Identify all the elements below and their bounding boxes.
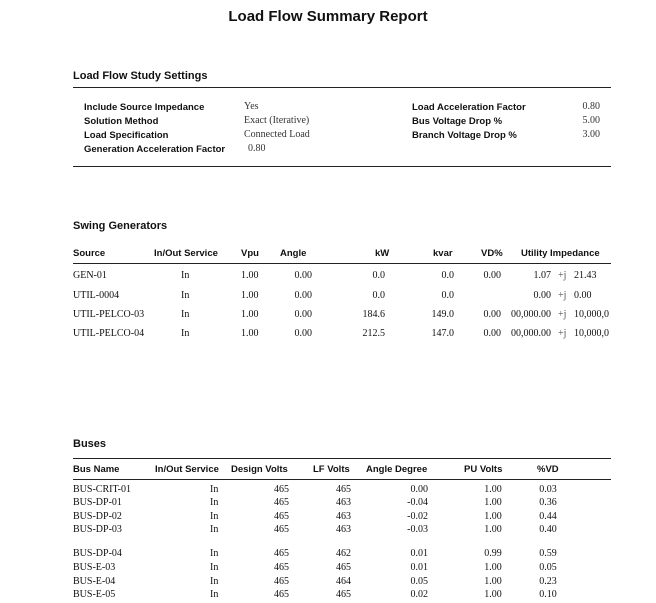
bus-name: BUS-DP-03 bbox=[73, 524, 122, 535]
bus-design-volts: 465 bbox=[274, 484, 289, 495]
swing-service: In bbox=[181, 290, 190, 301]
bus-angle-degree: -0.02 bbox=[407, 511, 428, 522]
bus-lf-volts: 465 bbox=[336, 562, 351, 573]
bus-service: In bbox=[210, 497, 219, 508]
bus-percent-vd: 0.40 bbox=[539, 524, 557, 535]
col-header-design-volts: Design Volts bbox=[231, 464, 288, 475]
swing-vd: 0.00 bbox=[483, 309, 501, 320]
buses-top-divider bbox=[73, 458, 611, 459]
bus-percent-vd: 0.10 bbox=[539, 589, 557, 600]
bus-lf-volts: 465 bbox=[336, 589, 351, 600]
bus-angle-degree: 0.02 bbox=[410, 589, 428, 600]
bus-pu-volts: 0.99 bbox=[484, 548, 502, 559]
bus-angle-degree: 0.00 bbox=[410, 484, 428, 495]
bus-percent-vd: 0.05 bbox=[539, 562, 557, 573]
bus-percent-vd: 0.36 bbox=[539, 497, 557, 508]
setting-value: 0.80 bbox=[582, 101, 600, 112]
swing-kvar: 0.0 bbox=[441, 290, 454, 301]
bus-design-volts: 465 bbox=[274, 589, 289, 600]
swing-source: UTIL-PELCO-04 bbox=[73, 328, 145, 339]
col-header-kw: kW bbox=[375, 248, 390, 259]
setting-label: Load Specification bbox=[84, 130, 169, 141]
swing-kw: 0.0 bbox=[372, 290, 385, 301]
col-header-vd: VD% bbox=[481, 248, 503, 259]
setting-value: 0.80 bbox=[248, 143, 266, 154]
swing-kvar: 147.0 bbox=[431, 328, 454, 339]
bus-lf-volts: 462 bbox=[336, 548, 351, 559]
setting-label: Solution Method bbox=[84, 116, 159, 127]
bus-name: BUS-DP-04 bbox=[73, 548, 122, 559]
swing-service: In bbox=[181, 328, 190, 339]
setting-label: Load Acceleration Factor bbox=[412, 102, 526, 113]
swing-impedance-r: 0.00 bbox=[533, 290, 551, 301]
setting-value: Yes bbox=[244, 101, 259, 112]
buses-heading: Buses bbox=[73, 438, 107, 450]
bus-angle-degree: -0.04 bbox=[407, 497, 428, 508]
bus-pu-volts: 1.00 bbox=[484, 511, 502, 522]
bus-lf-volts: 463 bbox=[336, 511, 351, 522]
col-header-bus-name: Bus Name bbox=[73, 464, 120, 475]
col-header-service: In/Out Service bbox=[155, 464, 219, 475]
swing-kw: 212.5 bbox=[362, 328, 385, 339]
setting-value: 3.00 bbox=[582, 129, 600, 140]
bus-lf-volts: 464 bbox=[336, 576, 351, 587]
bus-name: BUS-E-05 bbox=[73, 589, 116, 600]
swing-impedance-j: +j bbox=[558, 290, 567, 301]
bus-service: In bbox=[210, 548, 219, 559]
settings-bottom-divider bbox=[73, 166, 611, 167]
swing-source: UTIL-0004 bbox=[73, 290, 120, 301]
bus-service: In bbox=[210, 576, 219, 587]
col-header-kvar: kvar bbox=[433, 248, 453, 259]
bus-pu-volts: 1.00 bbox=[484, 497, 502, 508]
settings-heading: Load Flow Study Settings bbox=[73, 70, 208, 82]
swing-impedance-x: 10,000,0 bbox=[574, 328, 609, 339]
bus-design-volts: 465 bbox=[274, 524, 289, 535]
bus-percent-vd: 0.03 bbox=[539, 484, 557, 495]
col-header-pu-volts: PU Volts bbox=[464, 464, 503, 475]
col-header-lf-volts: LF Volts bbox=[313, 464, 350, 475]
bus-name: BUS-CRIT-01 bbox=[73, 484, 131, 495]
swing-impedance-j: +j bbox=[558, 309, 567, 320]
setting-value: 5.00 bbox=[582, 115, 600, 126]
col-header-vpu: Vpu bbox=[241, 248, 259, 259]
swing-angle: 0.00 bbox=[294, 290, 312, 301]
swing-kvar: 149.0 bbox=[431, 309, 454, 320]
bus-design-volts: 465 bbox=[274, 576, 289, 587]
bus-lf-volts: 463 bbox=[336, 524, 351, 535]
bus-percent-vd: 0.44 bbox=[539, 511, 557, 522]
bus-angle-degree: -0.03 bbox=[407, 524, 428, 535]
swing-impedance-r: 1.07 bbox=[533, 270, 551, 281]
col-header-utility-impedance: Utility Impedance bbox=[521, 248, 600, 259]
setting-value: Exact (Iterative) bbox=[244, 115, 310, 126]
swing-vd: 0.00 bbox=[483, 328, 501, 339]
swing-impedance-r: 00,000.00 bbox=[511, 309, 551, 320]
col-header-source: Source bbox=[73, 248, 106, 259]
bus-design-volts: 465 bbox=[274, 562, 289, 573]
bus-pu-volts: 1.00 bbox=[484, 589, 502, 600]
swing-impedance-x: 0.00 bbox=[574, 290, 592, 301]
bus-design-volts: 465 bbox=[274, 548, 289, 559]
swing-header-divider bbox=[73, 263, 611, 264]
bus-design-volts: 465 bbox=[274, 497, 289, 508]
bus-pu-volts: 1.00 bbox=[484, 484, 502, 495]
col-header-angle: Angle bbox=[280, 248, 307, 259]
setting-label: Include Source Impedance bbox=[84, 102, 205, 113]
bus-service: In bbox=[210, 484, 219, 495]
swing-service: In bbox=[181, 309, 190, 320]
col-header-angle-degree: Angle Degree bbox=[366, 464, 428, 475]
col-header-percent-vd: %VD bbox=[537, 464, 559, 475]
swing-impedance-r: 00,000.00 bbox=[511, 328, 551, 339]
swing-source: UTIL-PELCO-03 bbox=[73, 309, 145, 320]
bus-name: BUS-E-03 bbox=[73, 562, 116, 573]
settings-divider bbox=[73, 87, 611, 88]
col-header-service: In/Out Service bbox=[154, 248, 218, 259]
bus-angle-degree: 0.05 bbox=[410, 576, 428, 587]
bus-pu-volts: 1.00 bbox=[484, 562, 502, 573]
bus-service: In bbox=[210, 562, 219, 573]
bus-service: In bbox=[210, 524, 219, 535]
setting-value: Connected Load bbox=[244, 129, 310, 140]
bus-percent-vd: 0.23 bbox=[539, 576, 557, 587]
bus-angle-degree: 0.01 bbox=[410, 562, 428, 573]
setting-label: Branch Voltage Drop % bbox=[412, 130, 517, 141]
bus-service: In bbox=[210, 589, 219, 600]
swing-vpu: 1.00 bbox=[241, 270, 259, 281]
swing-vpu: 1.00 bbox=[241, 290, 259, 301]
swing-angle: 0.00 bbox=[294, 309, 312, 320]
bus-name: BUS-DP-02 bbox=[73, 511, 122, 522]
setting-label: Generation Acceleration Factor bbox=[84, 144, 226, 155]
swing-kw: 0.0 bbox=[372, 270, 385, 281]
swing-vpu: 1.00 bbox=[241, 328, 259, 339]
swing-kw: 184.6 bbox=[362, 309, 385, 320]
swing-impedance-x: 21.43 bbox=[574, 270, 597, 281]
bus-angle-degree: 0.01 bbox=[410, 548, 428, 559]
swing-vd: 0.00 bbox=[483, 270, 501, 281]
report-title: Load Flow Summary Report bbox=[228, 8, 428, 25]
bus-name: BUS-DP-01 bbox=[73, 497, 122, 508]
bus-pu-volts: 1.00 bbox=[484, 576, 502, 587]
swing-impedance-j: +j bbox=[558, 328, 567, 339]
swing-angle: 0.00 bbox=[294, 328, 312, 339]
bus-lf-volts: 463 bbox=[336, 497, 351, 508]
swing-angle: 0.00 bbox=[294, 270, 312, 281]
buses-header-divider bbox=[73, 479, 611, 480]
swing-kvar: 0.0 bbox=[441, 270, 454, 281]
swing-vpu: 1.00 bbox=[241, 309, 259, 320]
swing-impedance-x: 10,000,0 bbox=[574, 309, 609, 320]
swing-service: In bbox=[181, 270, 190, 281]
swing-heading: Swing Generators bbox=[73, 220, 168, 232]
bus-design-volts: 465 bbox=[274, 511, 289, 522]
bus-name: BUS-E-04 bbox=[73, 576, 116, 587]
setting-label: Bus Voltage Drop % bbox=[412, 116, 503, 127]
bus-service: In bbox=[210, 511, 219, 522]
bus-percent-vd: 0.59 bbox=[539, 548, 557, 559]
bus-lf-volts: 465 bbox=[336, 484, 351, 495]
swing-source: GEN-01 bbox=[73, 270, 107, 281]
bus-pu-volts: 1.00 bbox=[484, 524, 502, 535]
swing-impedance-j: +j bbox=[558, 270, 567, 281]
